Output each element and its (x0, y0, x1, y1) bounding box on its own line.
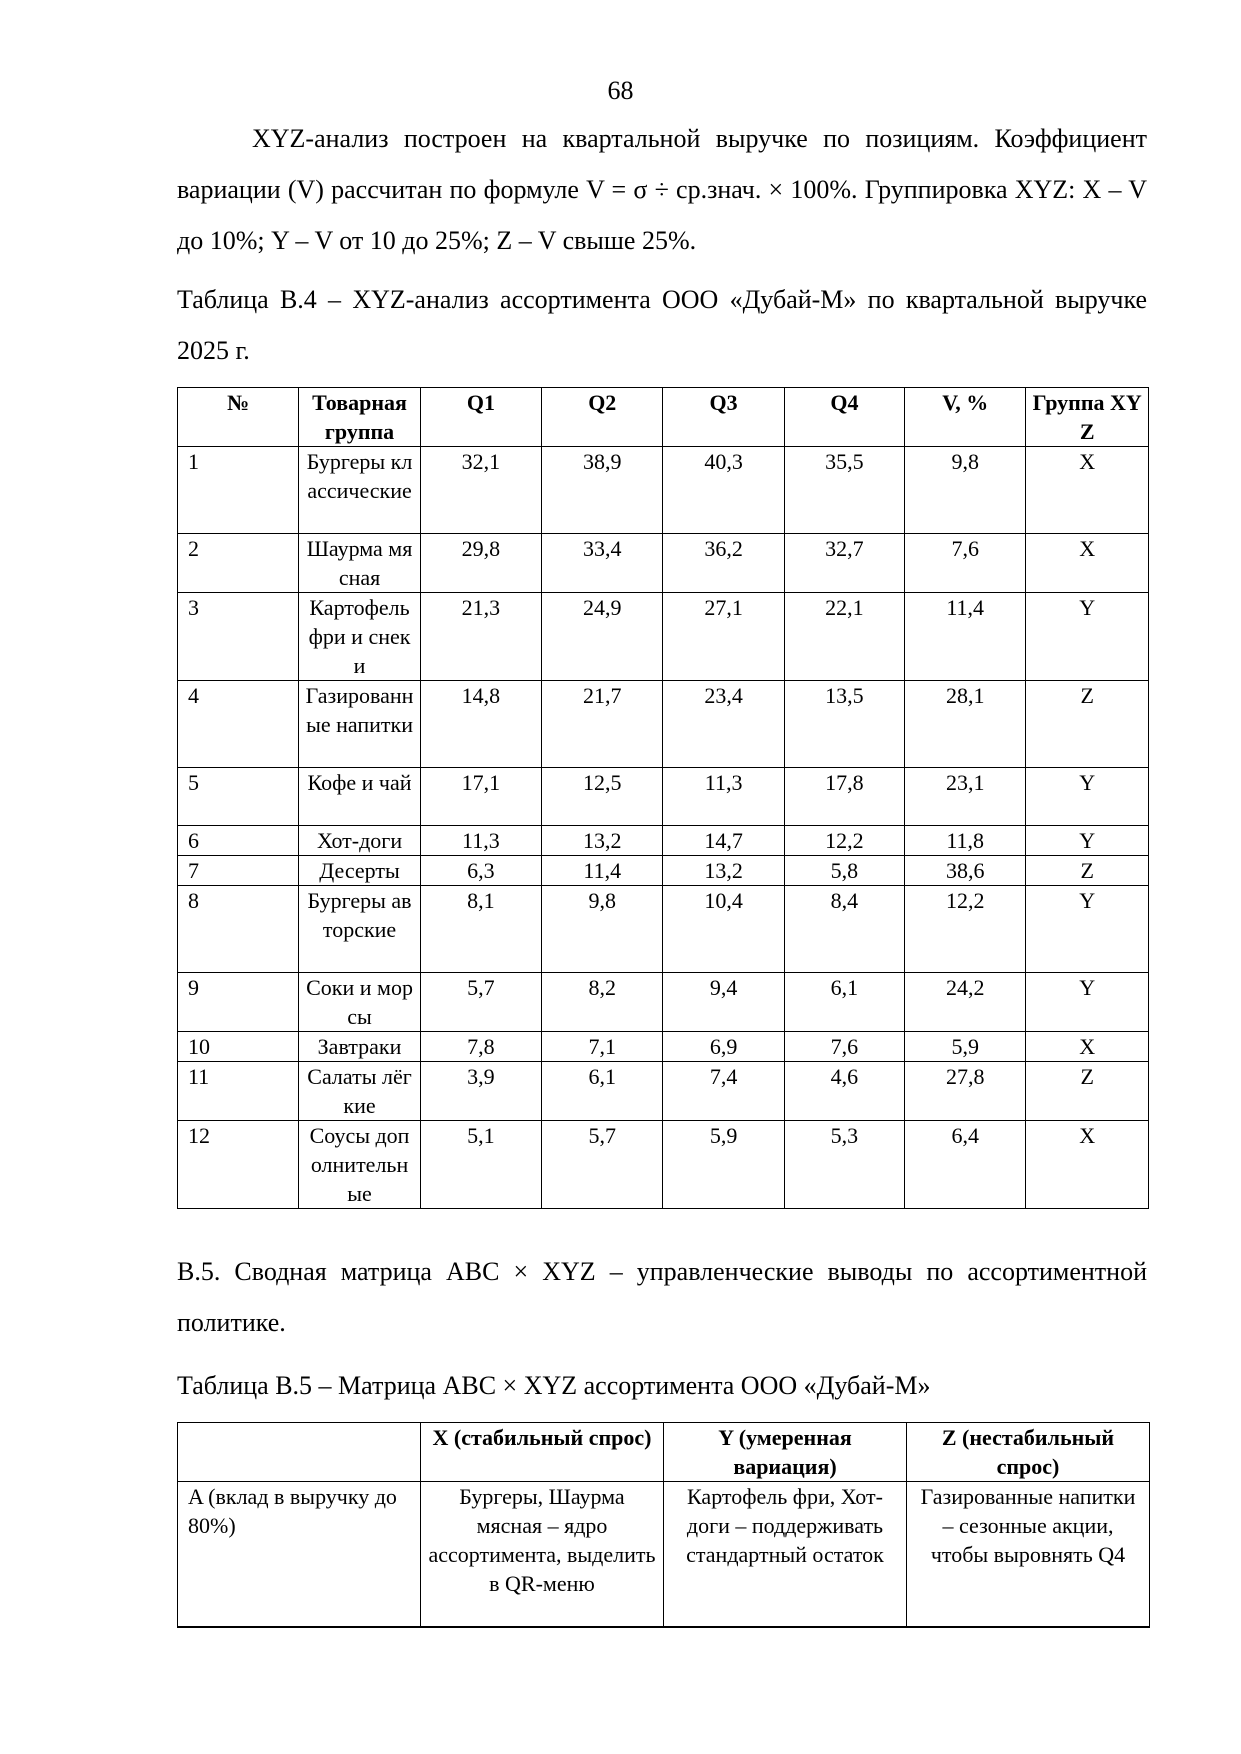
header-xyz: Группа XYZ (1026, 388, 1149, 447)
cell-group: Бургеры классические (299, 447, 420, 534)
cell-group: Кофе и чай (299, 768, 420, 826)
cell-xyz: X (1026, 534, 1149, 593)
cell-q4: 32,7 (784, 534, 904, 593)
matrix-cell-x: Бургеры, Шаурма мясная – ядро ассортимента, выделить в QR-меню (421, 1482, 664, 1627)
cell-q3: 14,7 (663, 826, 784, 856)
cell-num: 10 (178, 1032, 299, 1062)
cell-xyz: Y (1026, 593, 1149, 681)
cell-xyz: Z (1026, 856, 1149, 886)
cell-group: Хот-доги (299, 826, 420, 856)
header-q2: Q2 (542, 388, 663, 447)
cell-q1: 5,1 (420, 1121, 541, 1209)
cell-q2: 6,1 (542, 1062, 663, 1121)
cell-num: 9 (178, 973, 299, 1032)
cell-num: 11 (178, 1062, 299, 1121)
cell-q3: 13,2 (663, 856, 784, 886)
matrix-cell-z: Газированные напитки – сезонные акции, чтобы выровнять Q4 (907, 1482, 1150, 1627)
cell-q4: 35,5 (784, 447, 904, 534)
cell-q3: 10,4 (663, 886, 784, 973)
abc-xyz-matrix-table (177, 1422, 1150, 1628)
cell-q4: 5,8 (784, 856, 904, 886)
cell-q3: 5,9 (663, 1121, 784, 1209)
cell-xyz: Z (1026, 1062, 1149, 1121)
table-row (178, 886, 1149, 973)
cell-group: Газированные напитки (299, 681, 420, 768)
cell-v: 9,8 (905, 447, 1026, 534)
cell-q4: 4,6 (784, 1062, 904, 1121)
cell-q4: 7,6 (784, 1032, 904, 1062)
matrix-row (178, 1482, 1150, 1627)
section-b5-heading: В.5. Сводная матрица ABC × XYZ – управленческие выводы по ассортиментной политике. (177, 1257, 1147, 1337)
cell-q4: 8,4 (784, 886, 904, 973)
cell-q1: 29,8 (420, 534, 541, 593)
matrix-header-row (178, 1423, 1150, 1482)
cell-num: 5 (178, 768, 299, 826)
cell-v: 24,2 (905, 973, 1026, 1032)
table-row (178, 593, 1149, 681)
cell-xyz: Z (1026, 681, 1149, 768)
matrix-header-x: X (стабильный спрос) (421, 1423, 664, 1482)
cell-q4: 6,1 (784, 973, 904, 1032)
cell-q2: 5,7 (542, 1121, 663, 1209)
cell-q1: 8,1 (420, 886, 541, 973)
cell-q3: 7,4 (663, 1062, 784, 1121)
cell-group: Шаурма мясная (299, 534, 420, 593)
cell-q3: 40,3 (663, 447, 784, 534)
header-num: № (178, 388, 299, 447)
cell-q2: 12,5 (542, 768, 663, 826)
table-row (178, 534, 1149, 593)
cell-v: 5,9 (905, 1032, 1026, 1062)
table-row (178, 856, 1149, 886)
cell-xyz: Y (1026, 973, 1149, 1032)
cell-num: 6 (178, 826, 299, 856)
table-b5-caption: Таблица В.5 – Матрица ABC × XYZ ассортимента ООО «Дубай-М» (177, 1371, 931, 1400)
cell-v: 27,8 (905, 1062, 1026, 1121)
cell-q2: 33,4 (542, 534, 663, 593)
cell-q1: 5,7 (420, 973, 541, 1032)
matrix-row-label: A (вклад в выручку до 80%) (178, 1482, 421, 1627)
matrix-cell-y: Картофель фри, Хот-доги – поддерживать стандартный остаток (664, 1482, 907, 1627)
cell-q2: 24,9 (542, 593, 663, 681)
cell-q2: 11,4 (542, 856, 663, 886)
cell-q1: 11,3 (420, 826, 541, 856)
cell-group: Соусы дополнительные (299, 1121, 420, 1209)
cell-xyz: Y (1026, 886, 1149, 973)
cell-v: 6,4 (905, 1121, 1026, 1209)
cell-num: 2 (178, 534, 299, 593)
cell-num: 7 (178, 856, 299, 886)
cell-group: Завтраки (299, 1032, 420, 1062)
cell-num: 3 (178, 593, 299, 681)
page-number: 68 (607, 76, 634, 105)
cell-q1: 32,1 (420, 447, 541, 534)
cell-q3: 6,9 (663, 1032, 784, 1062)
cell-xyz: X (1026, 447, 1149, 534)
cell-q3: 23,4 (663, 681, 784, 768)
cell-q2: 7,1 (542, 1032, 663, 1062)
cell-v: 11,4 (905, 593, 1026, 681)
cell-q2: 8,2 (542, 973, 663, 1032)
cell-q3: 36,2 (663, 534, 784, 593)
cell-q4: 5,3 (784, 1121, 904, 1209)
cell-group: Десерты (299, 856, 420, 886)
header-q3: Q3 (663, 388, 784, 447)
cell-v: 38,6 (905, 856, 1026, 886)
table-row (178, 1032, 1149, 1062)
cell-v: 7,6 (905, 534, 1026, 593)
matrix-header-corner (178, 1423, 421, 1482)
cell-q1: 21,3 (420, 593, 541, 681)
table-row (178, 826, 1149, 856)
cell-v: 23,1 (905, 768, 1026, 826)
cell-group: Бургеры авторские (299, 886, 420, 973)
cell-group: Салаты лёгкие (299, 1062, 420, 1121)
cell-q2: 9,8 (542, 886, 663, 973)
xyz-analysis-table (177, 387, 1149, 1209)
table-row (178, 973, 1149, 1032)
cell-q2: 21,7 (542, 681, 663, 768)
cell-q1: 7,8 (420, 1032, 541, 1062)
table-row (178, 768, 1149, 826)
cell-q4: 17,8 (784, 768, 904, 826)
table-row (178, 1062, 1149, 1121)
cell-q3: 27,1 (663, 593, 784, 681)
cell-num: 1 (178, 447, 299, 534)
cell-q1: 3,9 (420, 1062, 541, 1121)
matrix-header-y: Y (умеренная вариация) (664, 1423, 907, 1482)
cell-num: 12 (178, 1121, 299, 1209)
cell-q1: 6,3 (420, 856, 541, 886)
cell-q4: 13,5 (784, 681, 904, 768)
cell-q4: 12,2 (784, 826, 904, 856)
table-row (178, 447, 1149, 534)
header-group: Товарная группа (299, 388, 420, 447)
cell-xyz: Y (1026, 768, 1149, 826)
table-row (178, 1121, 1149, 1209)
cell-xyz: X (1026, 1032, 1149, 1062)
cell-q1: 17,1 (420, 768, 541, 826)
table-b4-caption: Таблица В.4 – XYZ-анализ ассортимента ООО «Дубай-М» по квартальной выручке 2025 г. (177, 285, 1147, 365)
cell-group: Соки и морсы (299, 973, 420, 1032)
table-header-row (178, 388, 1149, 447)
cell-xyz: X (1026, 1121, 1149, 1209)
cell-q3: 9,4 (663, 973, 784, 1032)
table-row (178, 681, 1149, 768)
cell-q1: 14,8 (420, 681, 541, 768)
cell-q4: 22,1 (784, 593, 904, 681)
cell-v: 11,8 (905, 826, 1026, 856)
cell-xyz: Y (1026, 826, 1149, 856)
matrix-header-z: Z (нестабильный спрос) (907, 1423, 1150, 1482)
cell-q3: 11,3 (663, 768, 784, 826)
cell-v: 28,1 (905, 681, 1026, 768)
header-v: V, % (905, 388, 1026, 447)
intro-paragraph: XYZ-анализ построен на квартальной выручке по позициям. Коэффициент вариации (V) рассчитан по формуле V = σ ÷ ср.знач. × 100%. Группировка XYZ: X – V до 10%; Y – V от 10 до 25%; Z – V свыше 25%. (177, 124, 1147, 255)
cell-num: 4 (178, 681, 299, 768)
cell-q2: 38,9 (542, 447, 663, 534)
cell-group: Картофель фри и снеки (299, 593, 420, 681)
cell-v: 12,2 (905, 886, 1026, 973)
header-q4: Q4 (784, 388, 904, 447)
cell-q2: 13,2 (542, 826, 663, 856)
cell-num: 8 (178, 886, 299, 973)
header-q1: Q1 (420, 388, 541, 447)
